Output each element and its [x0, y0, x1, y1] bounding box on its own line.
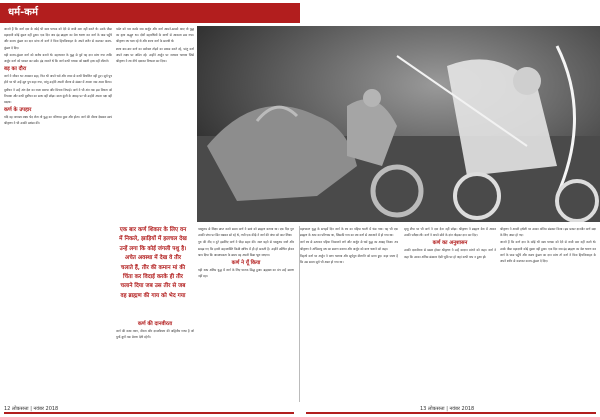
column-6: [500, 226, 596, 400]
paragraph: जानते हैं कि कर्ण दान के कोई भी वस्त्र याचक को देने से कभी मना नहीं करते थे। उनके जैसा महादानी कोई दूसरा नहीं हुआ। एक दिन जब इंद्र ब्राह्मण का वेश धारण कर कर्ण के पास पहुँचे और कवच कुंडल का दान मांगा तो कर्ण ने बिना हिचकिचाहट के अपने शरीर से काटकर कवच-कुंडल दे दिए।: [4, 27, 112, 50]
footer-right: 13 लोकसत्ता | नवंबर 2018: [420, 406, 475, 412]
paragraph: मृत्यु शैया पर भी कर्ण ने दान देना नहीं छोड़ा। श्रीकृष्ण ने ब्राह्मण वेश में आकर उनकी परीक्षा ली। कर्ण ने अपने सोने के दांत तोड़कर दान कर दिए।: [404, 227, 496, 238]
column-3: [198, 226, 294, 400]
paragraph: यही श्राप अंतिम युद्ध में कर्ण के लिए घातक सिद्ध हुआ। ब्रह्मास्त्र का मंत्र उन्हें स्मरण नहीं रहा।: [198, 268, 294, 279]
column-2: [116, 26, 194, 222]
pull-quote: एक बार कर्ण शिकार के लिए वन में निकले, झाड़ियों में हलचल देख उन्हें लगा कि कोई जंगली पशु है। अचेत अवस्था में देख वे तीर चलाते हैं, तीर की कमान मां की चिंता कर विदाई करके ही तीर चलाने दिया जब उस तीर से जब वह ब्राह्मण की गाय को भेद गया: [119, 227, 187, 299]
paragraph: कर्ण ने जीवन भर अपमान सहा, फिर भी अपने धर्म और वचन से कभी विचलित नहीं हुए। सूर्य पुत्र होने पर भी उन्हें सूत पुत्र कहा गया, परंतु उन्होंने अपनी वीरता से संसार में अपना नाम अमर किया।: [4, 74, 112, 85]
column-1: [4, 26, 112, 400]
column-4: [300, 226, 398, 400]
paragraph: श्रीकृष्ण ने अपनी हथेली पर उनका अंतिम संस्कार किया। इस प्रकार दानवीर कर्ण सदा के लिए अमर हो गए।: [500, 227, 596, 238]
page-gutter: [299, 226, 300, 402]
paragraph: पर्वत को पार करके जब अर्जुन और कर्ण आमने-सामने आए तो युद्ध का दृश्य अद्भुत था। दोनों महारथियों के बाणों से आकाश ढक गया। श्रीकृष्ण रथ चला रहे थे और शल्य कर्ण के सारथी थे।: [116, 27, 194, 44]
paragraph: कर्ण रथ से उतरकर पहिया निकालने लगे और अर्जुन से धर्म युद्ध का आग्रह किया। तब श्रीकृष्ण ने अभिमन्यु वध का स्मरण कराया और अर्जुन को बाण चलाने को कहा।: [300, 240, 398, 251]
illustration-chariot-battle: [197, 26, 600, 222]
paragraph: उनकी दानवीरता से प्रसन्न होकर श्रीकृष्ण ने उन्हें वरदान मांगने को कहा। कर्ण ने कहा कि उनका अंतिम संस्कार ऐसी भूमि पर हो जहां कभी पाप न हुआ हो।: [404, 248, 496, 259]
footer-left: 12 लोकसत्ता | नवंबर 2018: [4, 406, 59, 412]
paragraph: यदि वह नागास्त्र लक्ष्य भेद लेता तो युद्ध का परिणाम कुछ और होता। कर्ण की वीरता देखकर स्वयं श्रीकृष्ण ने भी उनकी प्रशंसा की।: [4, 115, 112, 126]
paragraph: परशुराम से शिक्षा प्राप्त करते समय कर्ण ने स्वयं को ब्राह्मण बताया था। एक दिन गुरु उनकी जंघा पर सिर रखकर सो रहे थे, तभी एक कीड़े ने कर्ण की जंघा को काट लिया।: [198, 227, 294, 238]
paragraph: दुर्योधन ने उन्हें अंग देश का राजा बनाया और मित्रता निभाई। कर्ण ने भी अंत तक इस मित्रता को निभाया और कभी दुर्योधन का साथ नहीं छोड़ा। माता कुंती के आग्रह पर भी उन्होंने अपना पक्ष नहीं बदला।: [4, 87, 112, 105]
heading-center2: कर्ण ने यूँ किया: [231, 260, 261, 267]
section-banner: [0, 3, 300, 23]
heading-center1: कर्ण की दानवीरता: [137, 321, 173, 327]
heading-right1: कर्ण का अनुशासन: [432, 240, 468, 247]
section-title: धर्म-कर्म: [8, 7, 38, 18]
paragraph: महाभारत युद्ध के सत्रहवें दिन कर्ण के रथ का पहिया धरती में धंस गया। यह भी एक ब्राह्मण के श्राप का परिणाम था, जिसकी गाय का वध कर्ण से अनजाने में हो गया था।: [300, 227, 398, 238]
heading-left1: बड़ का दौरा: [4, 66, 27, 73]
paragraph: जानते हैं कि कर्ण दान के कोई भी वस्त्र याचक को देने से कभी मना नहीं करते थे। उनके जैसा महादानी कोई दूसरा नहीं हुआ। एक दिन जब इंद्र ब्राह्मण का वेश धारण कर कर्ण के पास पहुँचे और कवच कुंडल का दान मांगा तो कर्ण ने बिना हिचकिचाहट के अपने शरीर से काटकर कवच-कुंडल दे दिए।: [500, 240, 596, 264]
paragraph: यही कवच-कुंडल कर्ण को अजेय बनाते थे। महाभारत के युद्ध से पूर्व यह दान मांगा गया ताकि अर्जुन कर्ण को परास्त कर सके। इंद्र जानते थे कि कर्ण कभी याचक को खाली हाथ नहीं लौटाते।: [4, 52, 112, 64]
column-2-bottom: [116, 320, 194, 400]
column-5: [404, 226, 496, 400]
paragraph: शल्य बार-बार कर्ण का मनोबल तोड़ने का प्रयास करते रहे, परंतु कर्ण अपने लक्ष्य पर अडिग रहे। उन्होंने अर्जुन पर नागास्त्र चलाया जिसे श्रीकृष्ण ने रथ नीचे दबाकर निष्फल कर दिया।: [116, 46, 194, 64]
paragraph: कर्ण की कथा त्याग, वीरता और दानशीलता की अद्वितीय गाथा है जो युगों-युगों तक प्रेरणा देती रहेगी।: [116, 329, 194, 340]
paragraph: निहत्थे कर्ण पर अर्जुन ने बाण चलाया और सूर्यपुत्र वीरगति को प्राप्त हुए। कहा जाता है कि उस समय सूर्य भी अस्त हो गया था।: [300, 253, 398, 265]
heading-left2: कर्ण के उपहार: [4, 107, 32, 114]
paragraph: गुरु की नींद न टूटे इसलिए कर्ण ने पीड़ा सहन की। रक्त बहने से परशुराम जागे और समझ गए कि इतनी सहनशक्ति किसी क्षत्रिय में ही हो सकती है। उन्होंने क्रोधित होकर श्राप दिया कि आवश्यकता के समय वह अपनी विद्या भूल जाएगा।: [198, 240, 294, 257]
battle-illustration: [197, 26, 600, 222]
